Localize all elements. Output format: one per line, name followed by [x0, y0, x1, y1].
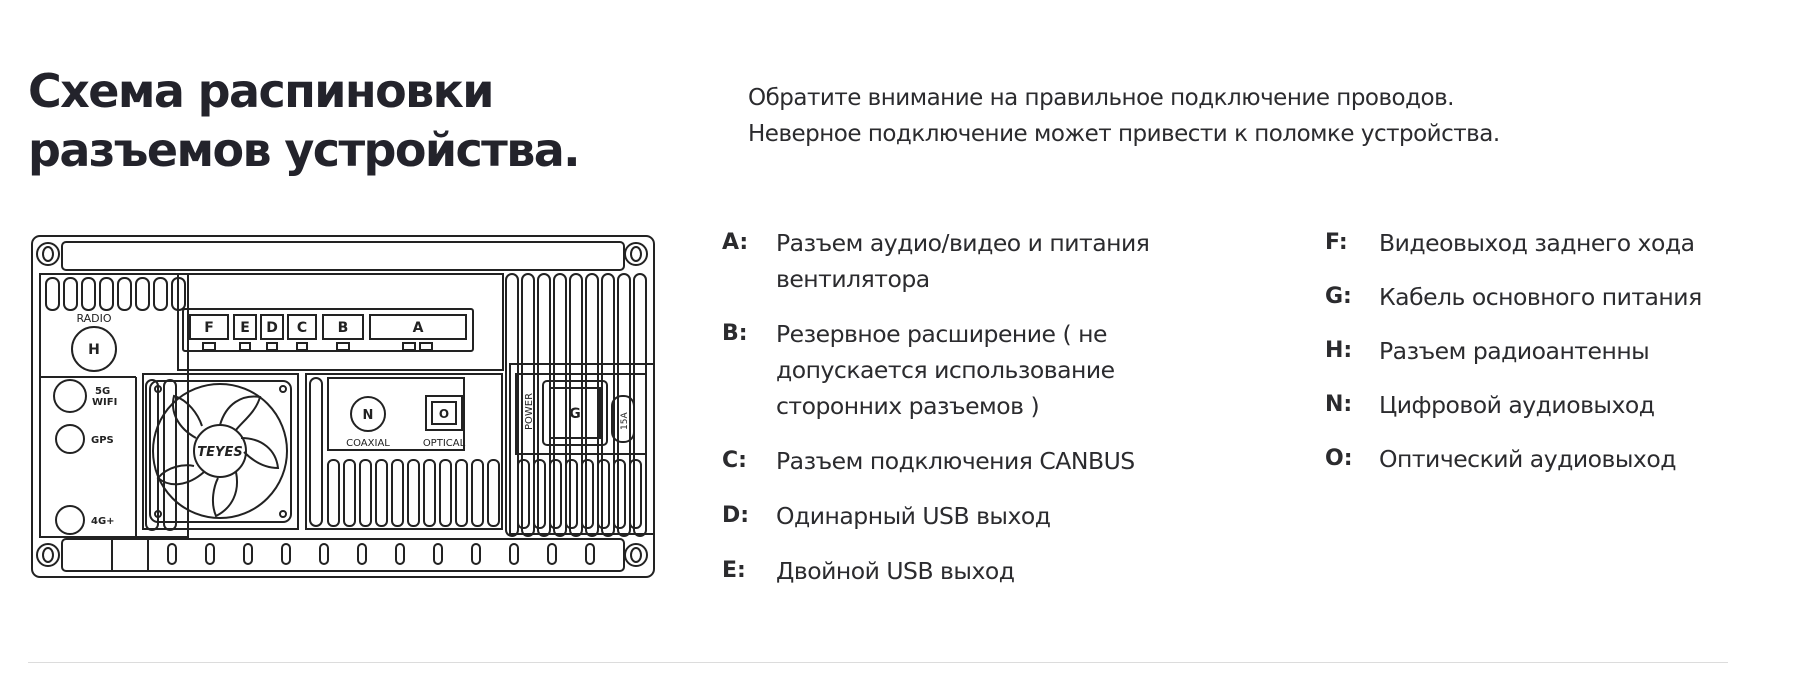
legend-key: A:: [722, 230, 749, 255]
legend-item-g: [1325, 279, 1702, 315]
legend-text: Резервное расширение ( не допускается использование сторонних разъемов ): [776, 320, 1115, 420]
page-title-line-1: Схема распиновки: [28, 64, 493, 118]
legend-key: D:: [722, 503, 750, 528]
connector-e-label: E: [240, 320, 250, 336]
connector-f-label: F: [204, 320, 214, 336]
legend-item-e: [722, 553, 1176, 589]
wifi-label-line-2: WIFI: [92, 397, 118, 408]
lte-label: 4G+: [91, 516, 115, 527]
optical-label: OPTICAL: [422, 438, 466, 449]
legend-text: Цифровой аудиовыход: [1379, 391, 1655, 419]
brand-logo: TEYES: [197, 445, 243, 460]
legend-item-b: [722, 316, 1176, 424]
audio-module-vents: [328, 460, 499, 526]
device-rear-panel-diagram: [28, 232, 658, 582]
page-title-line-2: разъемов устройства.: [28, 123, 580, 177]
legend-item-a: [722, 225, 1176, 297]
legend-text: Видеовыход заднего хода: [1379, 229, 1695, 257]
legend-text: Одинарный USB выход: [776, 502, 1051, 530]
legend-text: Двойной USB выход: [776, 557, 1015, 585]
bottom-feet: [168, 544, 594, 564]
fuse-label: 15A: [620, 412, 630, 430]
connector-h-label: H: [88, 342, 100, 358]
lte-antenna-connector: [56, 506, 84, 534]
power-label: POWER: [524, 392, 535, 430]
legend-key: H:: [1325, 338, 1353, 363]
legend-key: O:: [1325, 446, 1353, 471]
screw-bottom-right: [625, 544, 647, 566]
power-module-vents: [518, 460, 641, 528]
legend-item-f: [1325, 225, 1702, 261]
legend-key: C:: [722, 448, 747, 473]
radio-top-vents: [46, 278, 185, 310]
legend-key: G:: [1325, 284, 1352, 309]
wifi-antenna-connector: [54, 380, 86, 412]
connector-o-label: O: [438, 407, 450, 421]
wifi-label-line-1: 5G: [95, 386, 111, 397]
legend-key: F:: [1325, 230, 1348, 255]
connector-b-label: B: [337, 320, 349, 336]
wiring-warning-note: [748, 80, 1500, 152]
legend-text: Оптический аудиовыход: [1379, 445, 1676, 473]
legend-key: E:: [722, 558, 746, 583]
radio-label: RADIO: [76, 312, 112, 325]
legend-item-h: [1325, 333, 1702, 369]
bottom-divider: [28, 662, 1728, 663]
legend-item-n: [1325, 387, 1702, 423]
gps-label: GPS: [91, 435, 114, 446]
connector-latches: [203, 343, 432, 350]
legend-left-column: [722, 225, 1176, 608]
legend-text: Разъем подключения CANBUS: [776, 447, 1135, 475]
legend-key: N:: [1325, 392, 1353, 417]
warning-note-line-1: Обратите внимание на правильное подключение проводов.: [748, 85, 1454, 111]
legend-item-c: [722, 443, 1176, 479]
screw-bottom-left: [37, 544, 59, 566]
gps-antenna-connector: [56, 425, 84, 453]
screw-top-right: [625, 243, 647, 265]
coaxial-label: COAXIAL: [346, 438, 390, 449]
connector-c-label: C: [296, 320, 308, 336]
connector-d-label: D: [266, 320, 278, 336]
legend-key: B:: [722, 321, 748, 346]
legend-item-o: [1325, 441, 1702, 477]
connector-a-label: A: [412, 320, 424, 336]
legend-item-d: [722, 498, 1176, 534]
legend-right-column: [1325, 225, 1702, 495]
top-rail: [62, 242, 624, 270]
connector-n-label: N: [362, 408, 374, 423]
legend-text: Разъем аудио/видео и питания вентилятора: [776, 229, 1150, 293]
page-title: [28, 62, 579, 180]
legend-text: Кабель основного питания: [1379, 283, 1702, 311]
legend-text: Разъем радиоантенны: [1379, 337, 1650, 365]
screw-top-left: [37, 243, 59, 265]
warning-note-line-2: Неверное подключение может привести к поломке устройства.: [748, 121, 1500, 147]
connector-g-label: G: [569, 406, 581, 422]
bottom-rail: [62, 539, 624, 571]
